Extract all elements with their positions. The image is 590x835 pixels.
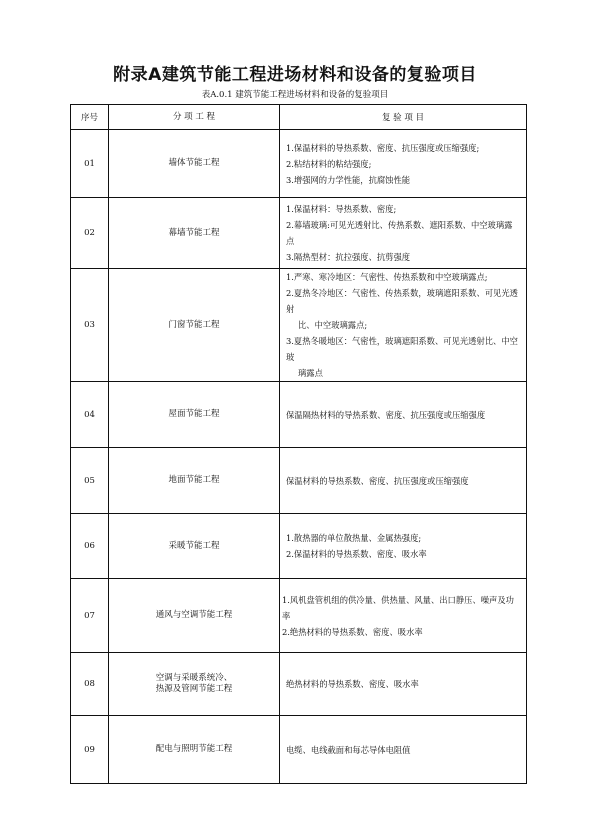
row-no: 07 <box>71 579 109 653</box>
item-line: 1.保温材料的导热系数、密度、抗压强度或压缩强度; <box>286 142 480 153</box>
row-project <box>109 514 280 579</box>
item-line: 2.幕墙玻璃:可见光透射比、传热系数、遮阳系数、中空玻璃露点 <box>286 220 513 246</box>
item-line: 1.散热器的单位散热量、金属热强度; <box>286 533 422 543</box>
table-row <box>71 269 527 382</box>
row-items <box>280 269 527 382</box>
item-line: 1.严寒、寒冷地区：气密性、传热系数和中空玻璃露点; <box>286 272 488 282</box>
item-line: 2.粘结材料的粘结强度; <box>286 158 372 169</box>
project-line: 墙体节能工程 <box>168 158 220 168</box>
project-line: 热源及管网节能工程 <box>155 684 233 694</box>
table-row <box>71 653 527 716</box>
table-row <box>71 716 527 784</box>
row-items <box>280 130 527 198</box>
row-project <box>109 269 280 382</box>
header-no: 序号 <box>71 105 109 130</box>
row-items <box>280 382 527 448</box>
project-line: 采暖节能工程 <box>168 540 220 551</box>
item-line: 电缆、电线截面和每芯导体电阻值 <box>286 744 411 755</box>
project-line: 配电与照明节能工程 <box>155 744 233 754</box>
row-items <box>280 716 527 784</box>
row-no: 06 <box>71 514 109 579</box>
item-line: 保温隔热材料的导热系数、密度、抗压强度或压缩强度 <box>286 409 486 420</box>
row-items <box>280 653 527 716</box>
item-line: 比、中空玻璃露点; <box>298 320 368 330</box>
row-items <box>280 198 527 269</box>
row-no: 08 <box>71 653 109 716</box>
table-row <box>71 579 527 653</box>
project-line: 门窗节能工程 <box>168 319 220 330</box>
row-items <box>280 579 527 653</box>
row-project <box>109 130 280 198</box>
item-line: 璃露点 <box>298 368 323 378</box>
row-no: 03 <box>71 269 109 382</box>
table-row <box>71 382 527 448</box>
item-line: 3.夏热冬暖地区：气密性，玻璃遮阳系数、可见光透射比、中空玻 <box>286 336 518 362</box>
project-line: 通风与空调节能工程 <box>155 610 233 620</box>
item-line: 3.增强网的力学性能，抗腐蚀性能 <box>286 174 411 185</box>
page-title: 附录A建筑节能工程进场材料和设备的复验项目 <box>113 65 477 85</box>
item-line: 保温材料的导热系数、密度、抗压强度或压缩强度 <box>286 475 469 486</box>
item-line: 2.保温材料的导热系数、密度、吸水率 <box>286 549 427 559</box>
project-line: 地面节能工程 <box>168 475 220 485</box>
table-row <box>71 130 527 198</box>
row-no: 02 <box>71 198 109 269</box>
row-items <box>280 514 527 579</box>
item-line: 3.隔热型材：抗拉强度、抗剪强度 <box>286 252 411 262</box>
table-caption: 表A.0.1 建筑节能工程进场材料和设备的复验项目 <box>201 90 389 100</box>
project-line: 空调与采暖系统冷、 <box>155 673 233 683</box>
row-no: 09 <box>71 716 109 784</box>
row-items <box>280 448 527 514</box>
row-project <box>109 382 280 448</box>
item-line: 2.夏热冬冷地区：气密性、传热系数，玻璃遮阳系数、可见光透射 <box>286 288 518 314</box>
row-no: 01 <box>71 130 109 198</box>
row-project <box>109 579 280 653</box>
retest-items-table <box>70 104 527 784</box>
header-items: 复 验 项 目 <box>280 105 527 130</box>
row-project <box>109 448 280 514</box>
table-row <box>71 448 527 514</box>
table-row <box>71 514 527 579</box>
row-project <box>109 198 280 269</box>
header-project: 分 项 工 程 <box>109 105 280 130</box>
row-no: 05 <box>71 448 109 514</box>
table-row <box>71 198 527 269</box>
row-project <box>109 653 280 716</box>
table-header-row <box>71 105 527 130</box>
row-project <box>109 716 280 784</box>
item-line: 1.风机盘管机组的供冷量、供热量、风量、出口静压、噪声及功率 <box>282 594 514 621</box>
item-line: 绝热材料的导热系数、密度、吸水率 <box>286 679 419 689</box>
item-line: 1.保温材料：导热系数、密度; <box>286 204 397 214</box>
item-line: 2.绝热材料的导热系数、密度、吸水率 <box>282 626 423 637</box>
row-no: 04 <box>71 382 109 448</box>
project-line: 幕墙节能工程 <box>168 227 220 238</box>
project-line: 屋面节能工程 <box>168 409 220 419</box>
